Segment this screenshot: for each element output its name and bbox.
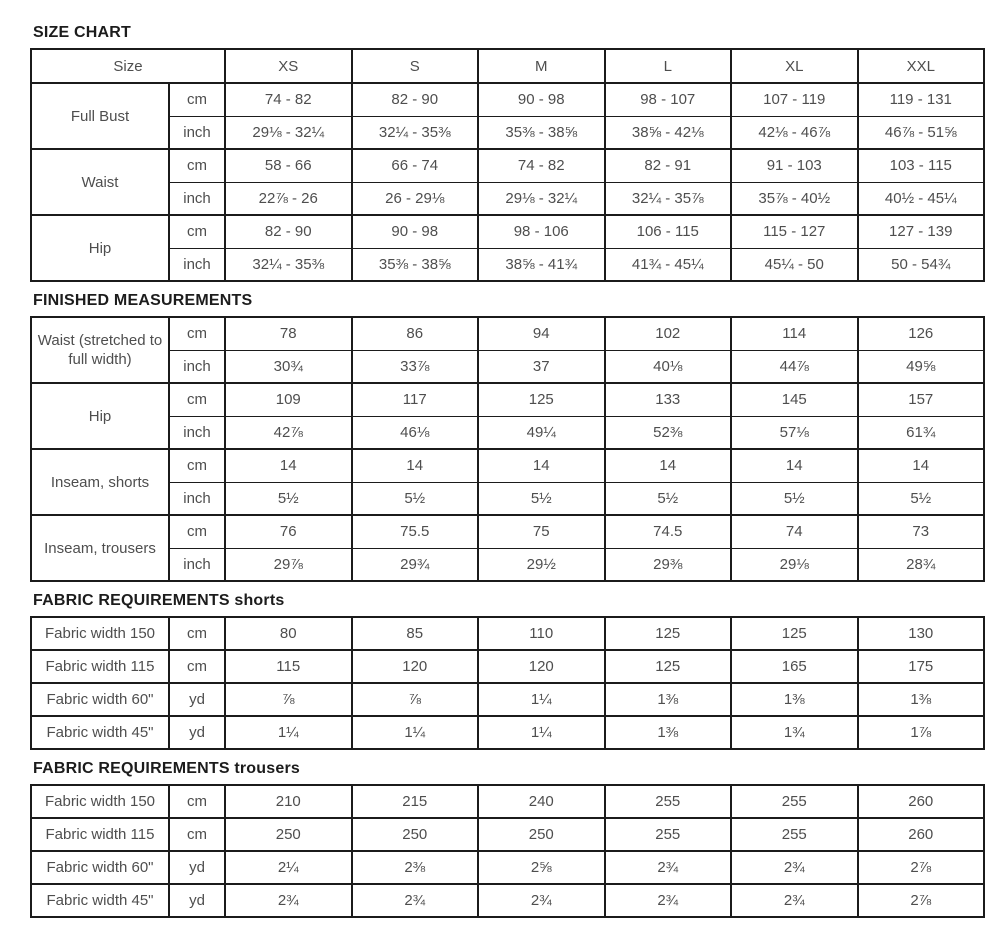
value-cell: 74 - 82 [225,83,352,116]
row-label: Fabric width 150 [31,617,169,650]
value-cell: 50 - 54¾ [858,248,985,281]
value-cell: ⅞ [352,683,479,716]
value-cell: 109 [225,383,352,416]
table-row [31,449,984,482]
value-cell: 255 [731,818,858,851]
value-cell: 2¼ [225,851,352,884]
value-cell: 29½ [478,548,605,581]
size-column-header: XS [225,49,352,83]
table-row [31,716,984,749]
value-cell: 250 [225,818,352,851]
size-column-header: XL [731,49,858,83]
row-label: Fabric width 60" [31,851,169,884]
section-title-fabric-requirements-trousers: FABRIC REQUIREMENTS trousers [33,760,300,777]
row-label: Fabric width 60" [31,683,169,716]
unit-label: cm [169,650,225,683]
value-cell: 66 - 74 [352,149,479,182]
unit-label: cm [169,383,225,416]
value-cell: 90 - 98 [352,215,479,248]
unit-label: yd [169,716,225,749]
table-row [31,248,984,281]
row-label: Hip [31,383,169,449]
value-cell: 5½ [858,482,985,515]
value-cell: 74.5 [605,515,732,548]
value-cell: 52⅜ [605,416,732,449]
value-cell: 61¾ [858,416,985,449]
value-cell: 57⅛ [731,416,858,449]
unit-label: inch [169,182,225,215]
value-cell: 49⅝ [858,350,985,383]
value-cell: 41¾ - 45¼ [605,248,732,281]
section-fabric-requirements-trousers [30,760,985,918]
unit-label: cm [169,149,225,182]
value-cell: 82 - 90 [352,83,479,116]
table-row [31,149,984,182]
size-column-header: L [605,49,732,83]
row-label: Waist (stretched to full width) [31,317,169,383]
value-cell: 75.5 [352,515,479,548]
value-cell: 5½ [478,482,605,515]
value-cell: 145 [731,383,858,416]
value-cell: 1¾ [731,716,858,749]
value-cell: 35⅜ - 38⅝ [478,116,605,149]
value-cell: 74 - 82 [478,149,605,182]
value-cell: 126 [858,317,985,350]
value-cell: 260 [858,818,985,851]
unit-label: cm [169,83,225,116]
value-cell: 45¼ - 50 [731,248,858,281]
unit-label: inch [169,350,225,383]
unit-label: yd [169,884,225,917]
value-cell: 29⅛ - 32¼ [225,116,352,149]
table-row [31,818,984,851]
value-cell: 1¼ [352,716,479,749]
value-cell: 107 - 119 [731,83,858,116]
size-column-header: M [478,49,605,83]
value-cell: 90 - 98 [478,83,605,116]
table-row [31,617,984,650]
value-cell: 215 [352,785,479,818]
section-title-finished-measurements: FINISHED MEASUREMENTS [33,292,253,309]
value-cell: 46⅛ [352,416,479,449]
value-cell: 98 - 107 [605,83,732,116]
row-label: Waist [31,149,169,215]
table-row [31,116,984,149]
value-cell: 74 [731,515,858,548]
value-cell: 58 - 66 [225,149,352,182]
section-fabric-requirements-shorts [30,592,985,750]
value-cell: 32¼ - 35⅞ [605,182,732,215]
value-cell: 2¾ [605,884,732,917]
value-cell: 125 [731,617,858,650]
row-label: Inseam, shorts [31,449,169,515]
value-cell: 1⅜ [605,683,732,716]
unit-label: cm [169,317,225,350]
value-cell: 14 [731,449,858,482]
value-cell: 28¾ [858,548,985,581]
value-cell: 29⅛ [731,548,858,581]
value-cell: 14 [605,449,732,482]
value-cell: 110 [478,617,605,650]
value-cell: 29⅜ [605,548,732,581]
value-cell: 2¾ [225,884,352,917]
value-cell: 130 [858,617,985,650]
finished-measurements-table [30,316,985,582]
table-row [31,482,984,515]
row-label: Fabric width 150 [31,785,169,818]
value-cell: 26 - 29⅛ [352,182,479,215]
value-cell: 106 - 115 [605,215,732,248]
value-cell: 14 [858,449,985,482]
value-cell: 119 - 131 [858,83,985,116]
table-row [31,383,984,416]
unit-label: yd [169,683,225,716]
value-cell: 1⅜ [605,716,732,749]
value-cell: 40⅛ [605,350,732,383]
value-cell: 80 [225,617,352,650]
value-cell: 102 [605,317,732,350]
value-cell: 240 [478,785,605,818]
value-cell: 125 [605,650,732,683]
size-column-header: S [352,49,479,83]
value-cell: 14 [352,449,479,482]
unit-label: inch [169,116,225,149]
value-cell: 82 - 91 [605,149,732,182]
value-cell: 44⅞ [731,350,858,383]
unit-label: cm [169,515,225,548]
value-cell: 42⅛ - 46⅞ [731,116,858,149]
unit-label: cm [169,215,225,248]
table-row [31,350,984,383]
unit-label: inch [169,548,225,581]
value-cell: 2⅞ [858,851,985,884]
value-cell: 91 - 103 [731,149,858,182]
unit-label: inch [169,248,225,281]
value-cell: 5½ [352,482,479,515]
table-row [31,548,984,581]
value-cell: 165 [731,650,858,683]
value-cell: 1¼ [478,683,605,716]
table-row [31,182,984,215]
value-cell: 82 - 90 [225,215,352,248]
value-cell: 1⅜ [731,683,858,716]
value-cell: 125 [605,617,732,650]
value-cell: 250 [478,818,605,851]
value-cell: 38⅝ - 42⅛ [605,116,732,149]
value-cell: 2¾ [352,884,479,917]
size-column-header: XXL [858,49,985,83]
section-title-fabric-requirements-shorts: FABRIC REQUIREMENTS shorts [33,592,285,609]
value-cell: 14 [478,449,605,482]
value-cell: 2¾ [478,884,605,917]
value-cell: 73 [858,515,985,548]
table-row [31,215,984,248]
row-label: Hip [31,215,169,281]
table-row [31,650,984,683]
value-cell: 30¾ [225,350,352,383]
value-cell: 1⅜ [858,683,985,716]
table-row [31,416,984,449]
size-header-label: Size [31,49,225,83]
value-cell: 115 - 127 [731,215,858,248]
value-cell: 35⅞ - 40½ [731,182,858,215]
row-label: Fabric width 115 [31,650,169,683]
value-cell: 37 [478,350,605,383]
value-cell: 120 [352,650,479,683]
table-row [31,785,984,818]
value-cell: 29¾ [352,548,479,581]
value-cell: 2¾ [605,851,732,884]
size-chart-table [30,48,985,282]
size-header-row [31,49,984,83]
value-cell: 35⅜ - 38⅝ [352,248,479,281]
value-cell: 85 [352,617,479,650]
table-row [31,851,984,884]
value-cell: 5½ [731,482,858,515]
value-cell: 49¼ [478,416,605,449]
value-cell: 76 [225,515,352,548]
value-cell: 255 [731,785,858,818]
value-cell: 250 [352,818,479,851]
value-cell: 22⅞ - 26 [225,182,352,215]
fabric-requirements-shorts-table [30,616,985,750]
value-cell: 94 [478,317,605,350]
value-cell: 114 [731,317,858,350]
value-cell: 260 [858,785,985,818]
value-cell: 5½ [605,482,732,515]
value-cell: 75 [478,515,605,548]
value-cell: 14 [225,449,352,482]
value-cell: 38⅝ - 41¾ [478,248,605,281]
value-cell: 33⅞ [352,350,479,383]
value-cell: 175 [858,650,985,683]
table-row [31,884,984,917]
value-cell: 5½ [225,482,352,515]
value-cell: 120 [478,650,605,683]
fabric-requirements-trousers-table [30,784,985,918]
value-cell: 255 [605,818,732,851]
value-cell: 127 - 139 [858,215,985,248]
value-cell: 115 [225,650,352,683]
value-cell: 157 [858,383,985,416]
value-cell: 46⅞ - 51⅝ [858,116,985,149]
value-cell: 1¼ [225,716,352,749]
value-cell: 103 - 115 [858,149,985,182]
value-cell: 40½ - 45¼ [858,182,985,215]
value-cell: 2⅜ [352,851,479,884]
row-label: Fabric width 45" [31,884,169,917]
unit-label: yd [169,851,225,884]
value-cell: 42⅞ [225,416,352,449]
value-cell: 78 [225,317,352,350]
unit-label: inch [169,416,225,449]
value-cell: 2¾ [731,851,858,884]
value-cell: 29⅛ - 32¼ [478,182,605,215]
value-cell: 29⅞ [225,548,352,581]
value-cell: 2¾ [731,884,858,917]
table-row [31,83,984,116]
value-cell: 255 [605,785,732,818]
unit-label: cm [169,818,225,851]
row-label: Inseam, trousers [31,515,169,581]
unit-label: cm [169,785,225,818]
value-cell: 133 [605,383,732,416]
value-cell: 32¼ - 35⅜ [352,116,479,149]
value-cell: 1¼ [478,716,605,749]
section-size-chart [30,24,985,282]
value-cell: 125 [478,383,605,416]
section-finished-measurements [30,292,985,582]
value-cell: ⅞ [225,683,352,716]
value-cell: 98 - 106 [478,215,605,248]
value-cell: 2⅞ [858,884,985,917]
unit-label: inch [169,482,225,515]
unit-label: cm [169,617,225,650]
size-chart-document [30,24,985,918]
table-row [31,515,984,548]
value-cell: 117 [352,383,479,416]
value-cell: 2⅝ [478,851,605,884]
table-row [31,683,984,716]
unit-label: cm [169,449,225,482]
row-label: Fabric width 115 [31,818,169,851]
section-title-size-chart: SIZE CHART [33,24,131,41]
value-cell: 86 [352,317,479,350]
value-cell: 32¼ - 35⅜ [225,248,352,281]
value-cell: 210 [225,785,352,818]
row-label: Full Bust [31,83,169,149]
row-label: Fabric width 45" [31,716,169,749]
table-row [31,317,984,350]
value-cell: 1⅞ [858,716,985,749]
